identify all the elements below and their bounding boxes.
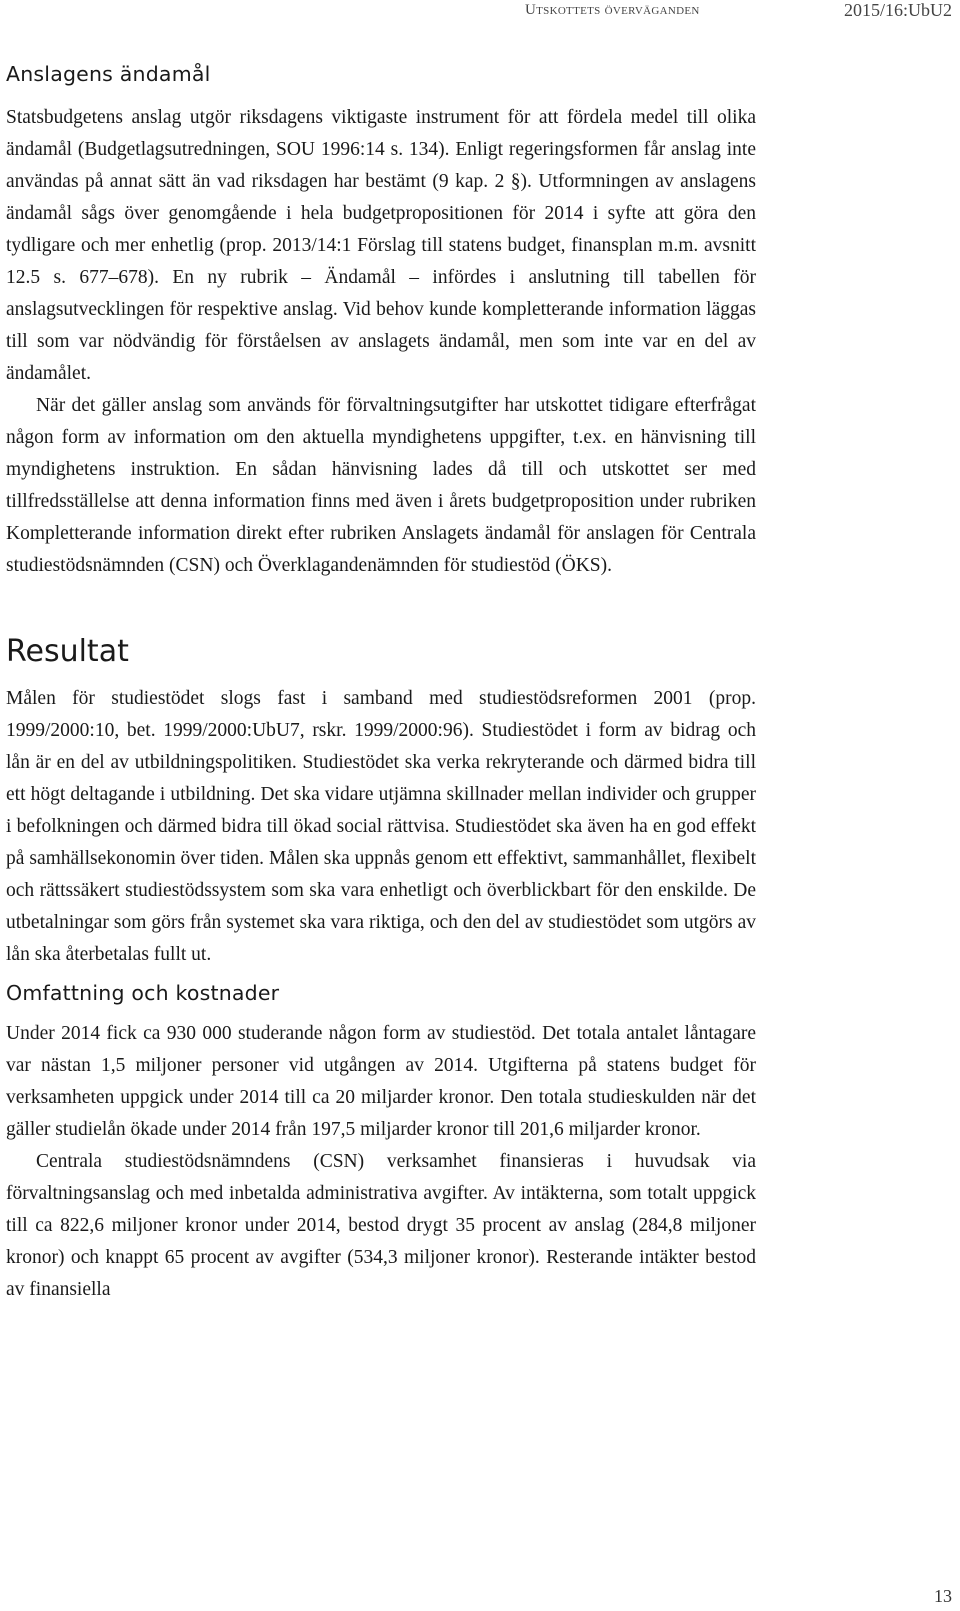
paragraph: Under 2014 fick ca 930 000 studerande någon form av studiestöd. Det totala antalet låntagare var nästan 1,5 miljoner personer vid utgången av 2014. Utgifterna på statens budget för verksamheten uppgick under 2014 till ca 20 miljarder kronor. Den totala studieskulden när det gäller studielån ökade under 2014 från 197,5 miljarder kronor till 201,6 miljarder kronor. (6, 1023, 756, 1140)
running-section-title: Utskottets överväganden (525, 2, 700, 18)
document-id: 2015/16:UbU2 (844, 0, 952, 20)
section-heading-omfattning: Omfattning och kostnader (6, 981, 280, 1005)
paragraph: Statsbudgetens anslag utgör riksdagens viktigaste instrument för att fördela medel till olika ändamål (Budgetlagsutredningen, SOU 1996:14 s. 134). Enligt regeringsformen får anslag inte användas på annat sätt än vad riksdagen har bestämt (9 kap. 2 §). Utformningen av anslagens ändamål sågs över genomgående i hela budgetpropositionen för 2014 i syfte att göra den tydligare och mer enhetlig (prop. 2013/14:1 Förslag till statens budget, finansplan m.m. avsnitt 12.5 s. 677–678). En ny rubrik – Ändamål – infördes i anslutning till tabellen för anslagsutvecklingen för respektive anslag. Vid behov kunde kompletterande information läggas till som var nödvändig för förståelsen av anslagets ändamål, men som inte var en del av ändamålet. (6, 107, 756, 384)
paragraph: Centrala studiestödsnämndens (CSN) verksamhet finansieras i huvudsak via förvaltningsanslag och med inbetalda administrativa avgifter. Av intäkterna, som totalt uppgick till ca 822,6 miljoner kronor under 2014, bestod drygt 35 procent av anslag (284,8 miljoner kronor) och knappt 65 procent av avgifter (534,3 miljoner kronor). Resterande intäkter bestod av finansiella (6, 1151, 756, 1300)
section-heading-resultat: Resultat (6, 634, 129, 669)
page-number: 13 (934, 1586, 952, 1606)
page-header (0, 0, 960, 40)
section-heading-anslagens-andamal: Anslagens ändamål (6, 62, 211, 86)
paragraph: Målen för studiestödet slogs fast i samband med studiestödsreformen 2001 (prop. 1999/2000:10, bet. 1999/2000:UbU7, rskr. 1999/2000:96). Studiestödet i form av bidrag och lån är en del av utbildningspolitiken. Studiestödet ska verka rekryterande och därmed bidra till ett högt deltagande i utbildning. Det ska vidare utjämna skillnader mellan individer och grupper i befolkningen och därmed bidra till ökad social rättvisa. Studiestödet ska även ha en god effekt på samhällsekonomin över tiden. Målen ska uppnås genom ett effektivt, sammanhållet, flexibelt och rättssäkert studiestödssystem som ska vara enhetligt och överblickbart för den enskilde. De utbetalningar som görs från systemet ska vara riktiga, och den del av studiestödet som utgörs av lån ska återbetalas fullt ut. (6, 688, 756, 965)
page-body (6, 62, 756, 1306)
paragraph: När det gäller anslag som används för förvaltningsutgifter har utskottet tidigare efterfrågat någon form av information om den aktuella myndighetens uppgifter, t.ex. en hänvisning till myndighetens instruktion. En sådan hänvisning lades då till och utskottet ser med tillfredsställelse att denna information finns med även i årets budgetproposition under rubriken Kompletterande information direkt efter rubriken Anslagets ändamål för anslagen för Centrala studiestödsnämnden (CSN) och Överklagandenämnden för studiestöd (ÖKS). (6, 395, 756, 576)
